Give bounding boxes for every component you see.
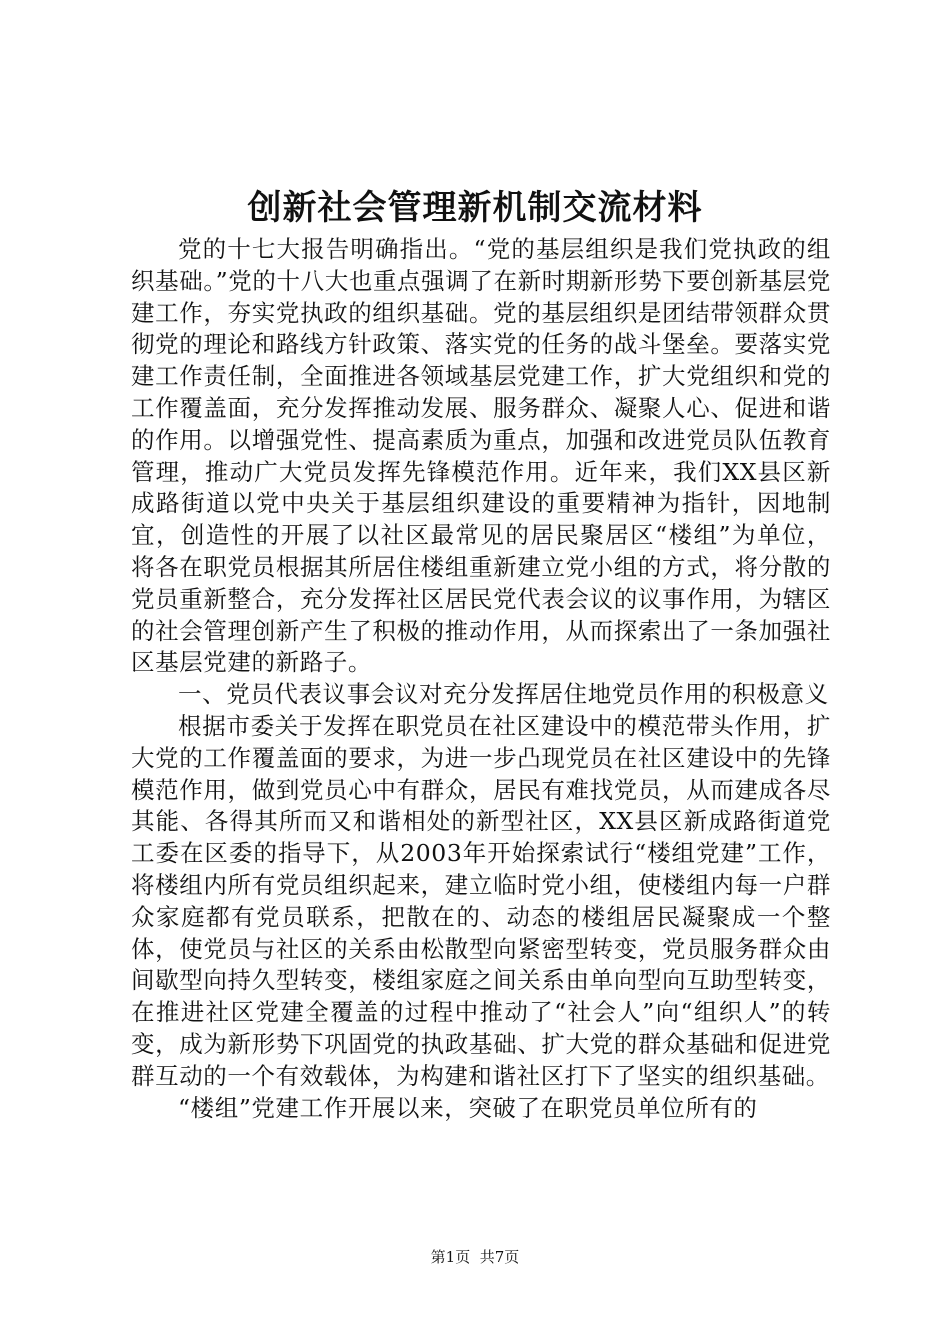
page-total: 共7页 bbox=[479, 1248, 520, 1266]
section-heading-1: 一、党员代表议事会议对充分发挥居住地党员作用的积极意义 bbox=[178, 680, 829, 709]
page-number: 第1页 bbox=[430, 1248, 471, 1266]
paragraph-section-1: 根据市委关于发挥在职党员在社区建设中的模范带头作用，扩大党的工作覆盖面的要求，为进一步凸现党员在社区建设中的先锋模范作用，做到党员心中有群众，居民有难找党员，从而建成各尽其能、各得其所而又和谐相处的新型社区，XX县区新成路街道党工委在区委的指导下，从2003年开始探索试行“楼组党建”工作，将楼组内所有党员组织起来，建立临时党小组，使楼组内每一户群众家庭都有党员联系，把散在的、动态的楼组居民凝聚成一个整体，使党员与社区的关系由松散型向紧密型转变，党员服务群众由间歇型向持久型转变，楼组家庭之间关系由单向型向互助型转变，在推进社区党建全覆盖的过程中推动了“社会人”向“组织人”的转变，成为新形势下巩固党的执政基础、扩大党的群众基础和促进党群互动的一个有效载体，为构建和谐社区打下了坚实的组织基础。 bbox=[131, 711, 831, 1090]
paragraph-intro: 党的十七大报告明确指出。“党的基层组织是我们党执政的组织基础。”党的十八大也重点强调了在新时期新形势下要创新基层党建工作，夯实党执政的组织基础。党的基层组织是团结带领群众贯彻党的理论和路线方针政策、落实党的任务的战斗堡垒。要落实党建工作责任制，全面推进各领域基层党建工作，扩大党组织和党的工作覆盖面，充分发挥推动发展、服务群众、凝聚人心、促进和谐的作用。以增强党性、提高素质为重点，加强和改进党员队伍教育管理，推动广大党员发挥先锋模范作用。近年来，我们XX县区新成路街道以党中央关于基层组织建设的重要精神为指针，因地制宜，创造性的开展了以社区最常见的居民聚居区“楼组”为单位，将各在职党员根据其所居住楼组重新建立党小组的方式，将分散的党员重新整合，充分发挥社区居民党代表会议的议事作用，为辖区的社会管理创新产生了积极的推动作用，从而探索出了一条加强社区基层党建的新路子。 bbox=[131, 235, 831, 677]
document-title: 创新社会管理新机制交流材料 bbox=[247, 188, 703, 228]
document-body bbox=[131, 234, 831, 1124]
paragraph-continued: “楼组”党建工作开展以来，突破了在职党员单位所有的 bbox=[178, 1093, 758, 1122]
page-footer bbox=[0, 1247, 950, 1267]
